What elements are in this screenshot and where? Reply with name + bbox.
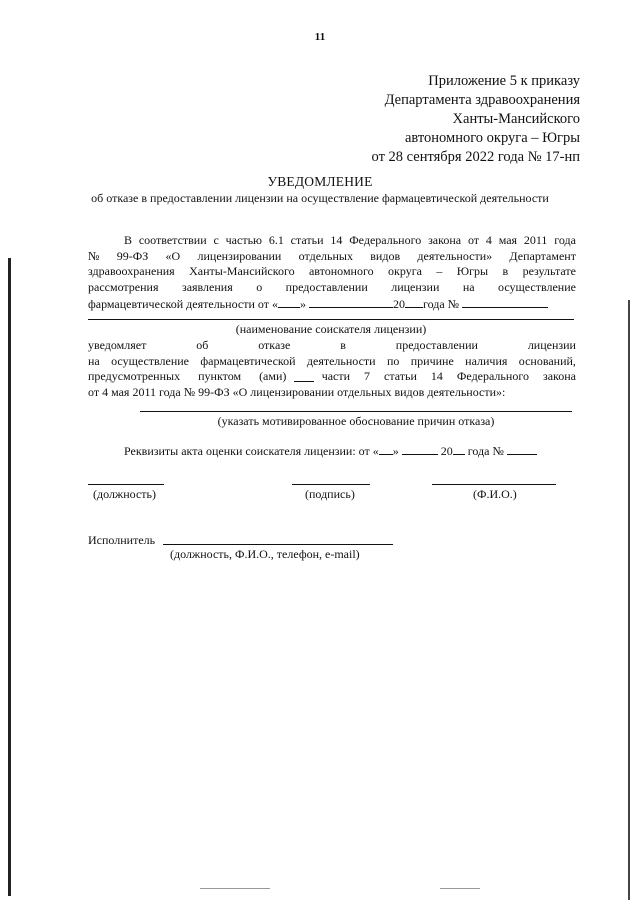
word: лицензии (391, 279, 440, 294)
word: здравоохранения (88, 264, 175, 279)
word: деятельности» (417, 248, 493, 263)
executor-line[interactable] (163, 544, 393, 545)
word: Департамент (509, 248, 576, 263)
position-caption: (должность) (93, 487, 156, 501)
appendix-line-3: Ханты-Мансийского (452, 111, 580, 127)
req-day-blank[interactable] (379, 442, 393, 455)
req-month-blank[interactable] (402, 442, 438, 455)
word: в (340, 338, 346, 352)
word: «О (165, 248, 181, 263)
notice-title: УВЕДОМЛЕНИЕ (267, 174, 373, 189)
p2-line-3b (322, 369, 576, 385)
word: статьи (290, 233, 324, 247)
word: предоставлении (285, 279, 368, 294)
word: округа (388, 264, 422, 279)
position-line[interactable] (88, 484, 164, 485)
word: предоставлении (395, 338, 478, 352)
appendix-line-5: от 28 сентября 2022 года № 17-нп (371, 149, 580, 165)
word: рассмотрения (88, 279, 159, 294)
word: № (88, 248, 100, 263)
word: закона (428, 233, 462, 247)
scan-right-edge-mark (628, 300, 630, 900)
month-blank[interactable] (309, 295, 393, 308)
requisites-prefix: Реквизиты акта оценки соискателя лицензии: от « (124, 444, 379, 458)
word: с (213, 233, 219, 247)
word: о (256, 279, 263, 294)
word: результате (522, 264, 576, 279)
word: лицензировании (197, 248, 282, 263)
word: Югры (456, 264, 489, 279)
p1-date-prefix: фармацевтической деятельности от « (88, 297, 278, 312)
word: 14 (430, 369, 443, 384)
word: оснований, (518, 353, 576, 368)
word: видов (370, 248, 401, 263)
word: 2011 (523, 233, 548, 247)
fio-caption: (Ф.И.О.) (473, 487, 517, 501)
word: 7 (364, 369, 371, 384)
signature-line[interactable] (292, 484, 370, 485)
word: закона (542, 369, 576, 384)
p1-line-5 (88, 295, 576, 313)
applicant-name-line[interactable] (88, 319, 574, 320)
requisites-year-prefix: 20 (440, 444, 453, 458)
day-blank[interactable] (278, 295, 300, 308)
fio-line[interactable] (432, 484, 556, 485)
word: отдельных (298, 248, 353, 263)
requisites-line (124, 442, 537, 459)
word: – (436, 264, 443, 279)
word: (ами) (259, 369, 287, 384)
applicant-caption: (наименование соискателя лицензии) (235, 322, 427, 336)
scan-artifact-bottom (200, 888, 270, 889)
req-year-blank[interactable] (453, 442, 465, 455)
clause-number-blank[interactable] (294, 369, 314, 382)
p2-line-2 (88, 354, 576, 370)
p1-date-quote: » (299, 297, 306, 312)
reason-caption: (указать мотивированное обоснование причин отказа) (217, 414, 495, 428)
scan-artifact-bottom-right (440, 888, 480, 889)
p1-line-2 (88, 249, 576, 265)
word: об (196, 338, 209, 352)
p2-line-1 (88, 338, 576, 354)
p1-year-word: года № (422, 297, 460, 312)
requisites-quote: » (392, 444, 399, 458)
executor-caption: (должность, Ф.И.О., телефон, e-mail) (170, 547, 360, 561)
scan-left-edge-mark (8, 258, 11, 896)
word: части (321, 369, 351, 384)
word: по (386, 353, 400, 368)
word: деятельности (306, 353, 376, 368)
appendix-header (250, 72, 580, 167)
requisites-year-word: года № (467, 444, 504, 458)
paragraph-refusal (88, 338, 576, 400)
word: мая (498, 233, 518, 247)
p1-line-4 (88, 280, 576, 296)
p1-line-1 (88, 233, 576, 249)
word: причине (410, 353, 454, 368)
p2-line-3a (88, 369, 286, 385)
executor-label: Исполнитель (88, 533, 156, 547)
req-number-blank[interactable] (507, 442, 537, 455)
word: пунктом (198, 369, 242, 384)
word: фармацевтической (200, 353, 296, 368)
word: наличия (465, 353, 508, 368)
word: от (467, 233, 480, 247)
appendix-line-4: автономного округа – Югры (404, 130, 580, 146)
word: Федерального (456, 369, 529, 384)
word: 4 (485, 233, 492, 247)
p1-year-prefix: 20 (392, 297, 405, 312)
word: 6.1 (268, 233, 284, 247)
word: 14 (330, 233, 343, 247)
page-number: 11 (314, 31, 326, 43)
word: автономного (308, 264, 374, 279)
year-blank[interactable] (405, 295, 423, 308)
word: частью (225, 233, 263, 247)
word: заявления (181, 279, 233, 294)
word: В (124, 233, 133, 247)
word: лицензии (527, 338, 576, 352)
p2-line-4: от 4 мая 2011 года № 99-ФЗ «О лицензировании отдельных видов деятельности»: (88, 384, 506, 399)
reason-line[interactable] (140, 411, 572, 412)
word: года (554, 233, 576, 247)
application-number-blank[interactable] (462, 295, 548, 308)
paragraph-legal-basis (88, 233, 576, 313)
appendix-line-2: Департамента здравоохранения (384, 92, 580, 108)
word: Ханты-Мансийского (189, 264, 295, 279)
word: отказе (258, 338, 291, 352)
word: соответствии (138, 233, 207, 247)
word: статьи (384, 369, 417, 384)
signature-caption: (подпись) (305, 487, 355, 501)
word: на (88, 353, 100, 368)
p1-line-3 (88, 264, 576, 280)
notice-subtitle: об отказе в предоставлении лицензии на осуществление фармацевтической деятельности (91, 191, 549, 205)
appendix-line-1: Приложение 5 к приказу (428, 73, 580, 89)
word: в (502, 264, 509, 279)
word: на (462, 279, 475, 294)
word: Федерального (349, 233, 422, 247)
word: осуществление (498, 279, 576, 294)
word: уведомляет (88, 338, 147, 352)
word: 99-ФЗ (116, 248, 149, 263)
word: предусмотренных (88, 369, 181, 384)
p2-line-3 (88, 369, 576, 385)
word: осуществление (111, 353, 190, 368)
